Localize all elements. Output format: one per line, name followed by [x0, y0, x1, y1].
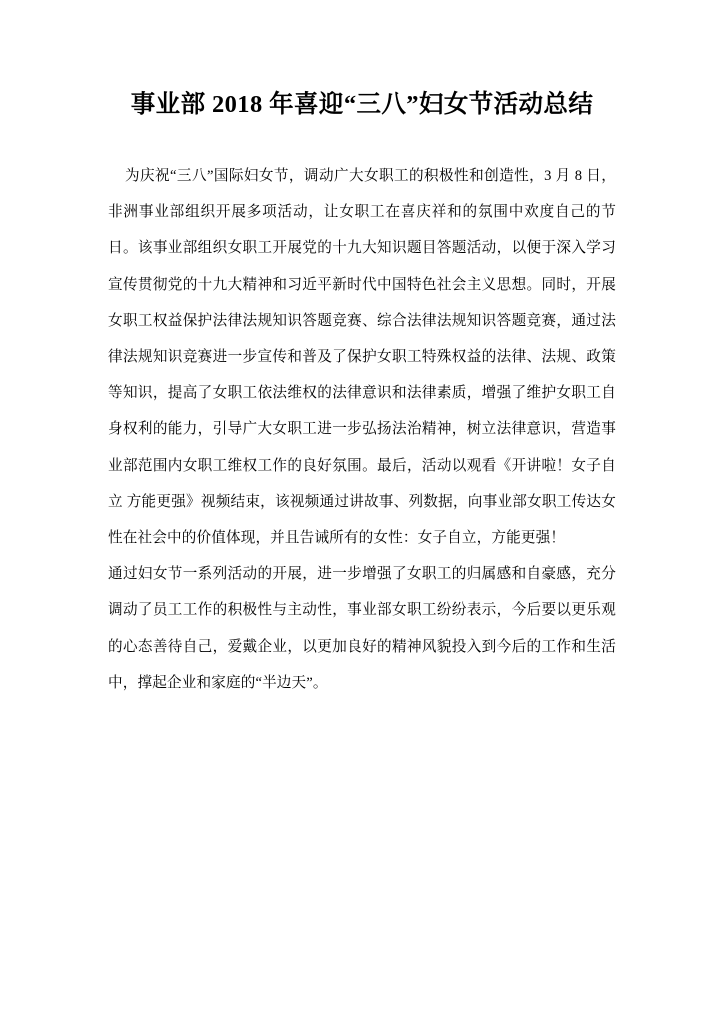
body-paragraph-1: 为庆祝“三八”国际妇女节，调动广大女职工的积极性和创造性，3 月 8 日，非洲事业部组织开展多项活动，让女职工在喜庆祥和的氛围中欢度自己的节日。该事业部组织女职工开展党的十九大知识题目答题活动，以便于深入学习宣传贯彻党的十九大精神和习近平新时代中国特色社会主义思想。同时，开展女职工权益保护法律法规知识答题竞赛、综合法律法规知识答题竞赛，通过法律法规知识竞赛进一步宣传和普及了保护女职工特殊权益的法律、法规、政策等知识，提高了女职工依法维权的法律意识和法律素质，增强了维护女职工自身权利的能力，引导广大女职工进一步弘扬法治精神，树立法律意识，营造事业部范围内女职工维权工作的良好氛围。最后，活动以观看《开讲啦！女子自立 方能更强》视频结束，该视频通过讲故事、列数据，向事业部女职工传达女性在社会中的价值体现，并且告诫所有的女性：女子自立，方能更强！	[108, 168, 616, 547]
page-title-line-2: 结	[568, 91, 594, 118]
page-bottom-whitespace	[108, 701, 616, 702]
body-paragraph-2: 通过妇女节一系列活动的开展，进一步增强了女职工的归属感和自豪感，充分调动了员工工作的积极性与主动性，事业部女职工纷纷表示，今后要以更乐观的心态善待自己，爱戴企业，以更加良好的精神风貌投入到今后的工作和生活中，撑起企业和家庭的“半边天”。	[108, 566, 616, 691]
page-title	[108, 0, 616, 125]
document-body	[108, 158, 616, 701]
document-content	[108, 0, 616, 702]
page-title-line-1: 事业部 2018 年喜迎“三八”妇女节活动总	[130, 91, 569, 118]
